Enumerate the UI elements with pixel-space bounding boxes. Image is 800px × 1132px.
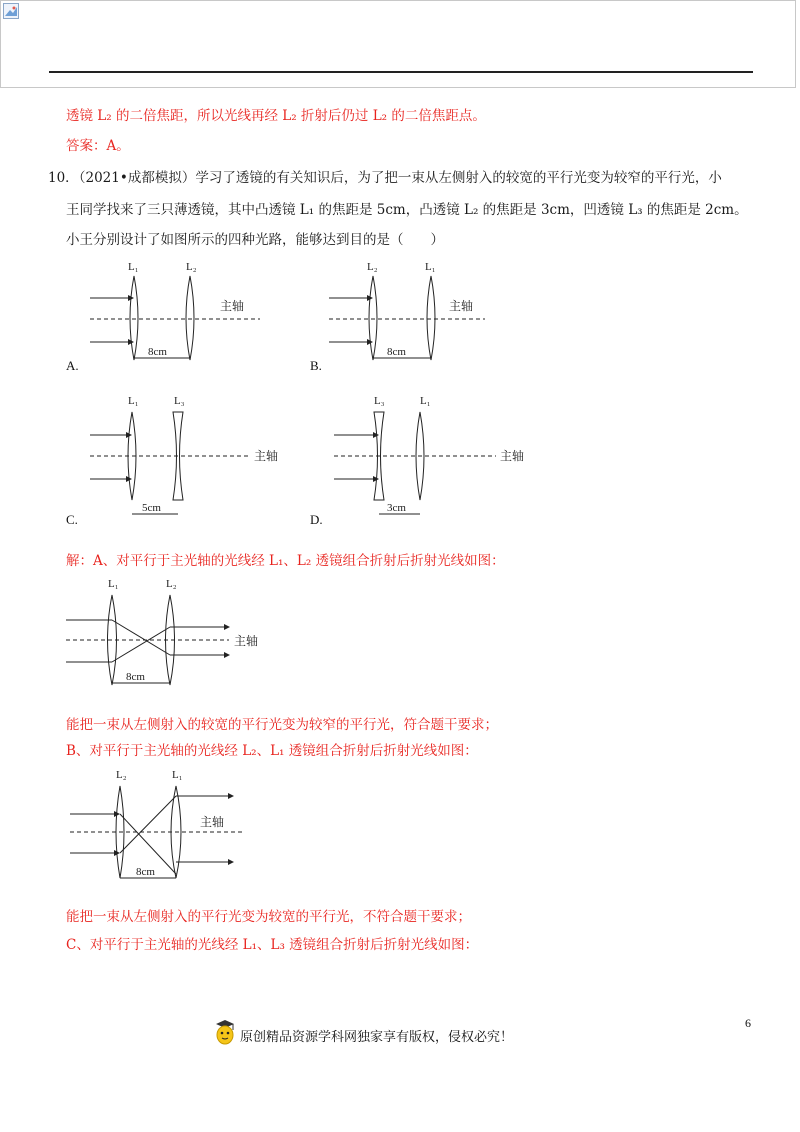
axis-label: 主轴: [449, 299, 474, 313]
figure-option-b: [325, 258, 525, 368]
solution-a-conclusion: 能把一束从左侧射入的较宽的平行光变为较窄的平行光，符合题干要求；: [66, 717, 498, 733]
figure-option-c: [80, 390, 290, 520]
lens-label-left: L₁: [128, 395, 139, 407]
header-rule: [49, 71, 753, 73]
lens-label-left: L₂: [367, 261, 378, 273]
lens-label-left: L₁: [128, 261, 139, 273]
lens-label-left: L₁: [108, 578, 119, 590]
lens-label-right: L₁: [420, 395, 431, 407]
page-number: 6: [745, 1016, 751, 1030]
lens-label-right: L₂: [186, 261, 197, 273]
broken-image-icon: [3, 3, 19, 19]
figure-option-a: [80, 258, 280, 368]
copyright-notice: 原创精品资源学科网独家享有版权，侵权必究！: [240, 1030, 514, 1045]
distance-label: 5cm: [142, 502, 161, 514]
option-c-label: C.: [66, 512, 78, 527]
solution-figure-a: [64, 575, 284, 690]
axis-label: 主轴: [220, 299, 245, 313]
axis-label: 主轴: [200, 815, 225, 829]
distance-label: 8cm: [148, 346, 167, 358]
distance-label: 8cm: [126, 671, 145, 683]
lens-label-right: L₃: [174, 395, 185, 407]
option-a-label: A.: [66, 358, 79, 373]
solution-b-conclusion: 能把一束从左侧射入的平行光变为较宽的平行光，不符合题干要求；: [66, 909, 471, 925]
convex-lens-right: [427, 276, 435, 360]
axis-label: 主轴: [254, 449, 279, 463]
axis-label: 主轴: [500, 449, 525, 463]
solution-continuation: 透镜 L₂ 的二倍焦距，所以光线再经 L₂ 折射后仍过 L₂ 的二倍焦距点。: [66, 108, 486, 124]
lens-label-right: L₂: [166, 578, 177, 590]
lens-label-right: L₁: [172, 769, 183, 781]
question-number: 10．: [48, 170, 79, 186]
option-b-label: B.: [310, 358, 322, 373]
page-header: [0, 0, 796, 88]
convex-lens-left: [130, 276, 138, 360]
convex-lens-right: [186, 276, 194, 360]
figure-option-d: [330, 390, 540, 520]
answer-line: 答案：A。: [66, 138, 130, 154]
convex-lens-left: [369, 276, 377, 360]
solution-c-intro: C、对平行于主光轴的光线经 L₁、L₃ 透镜组合折射后折射光线如图：: [66, 937, 479, 953]
lens-label-left: L₃: [374, 395, 385, 407]
solution-figure-b: [66, 766, 266, 886]
lens-label-right: L₁: [425, 261, 436, 273]
option-d-label: D.: [310, 512, 323, 527]
solution-a-intro: 解：A、对平行于主光轴的光线经 L₁、L₂ 透镜组合折射后折射光线如图：: [66, 553, 505, 569]
page-footer: [212, 1018, 552, 1048]
distance-label: 3cm: [387, 502, 406, 514]
question-line-2: 王同学找来了三只薄透镜，其中凸透镜 L₁ 的焦距是 5cm，凸透镜 L₂ 的焦距是 3cm，凹透镜 L₃ 的焦距是 2cm。: [66, 202, 748, 218]
question-line-3: 小王分别设计了如图所示的四种光路，能够达到目的是（ ）: [66, 232, 444, 248]
lens-label-left: L₂: [116, 769, 127, 781]
axis-label: 主轴: [234, 634, 259, 648]
solution-b-intro: B、对平行于主光轴的光线经 L₂、L₁ 透镜组合折射后折射光线如图：: [66, 743, 478, 759]
mascot-icon: [212, 1018, 238, 1046]
distance-label: 8cm: [387, 346, 406, 358]
distance-label: 8cm: [136, 866, 155, 878]
question-line-1: （2021•成都模拟）学习了透镜的有关知识后，为了把一束从左侧射入的较宽的平行光变为较窄的平行光，小: [72, 170, 722, 186]
